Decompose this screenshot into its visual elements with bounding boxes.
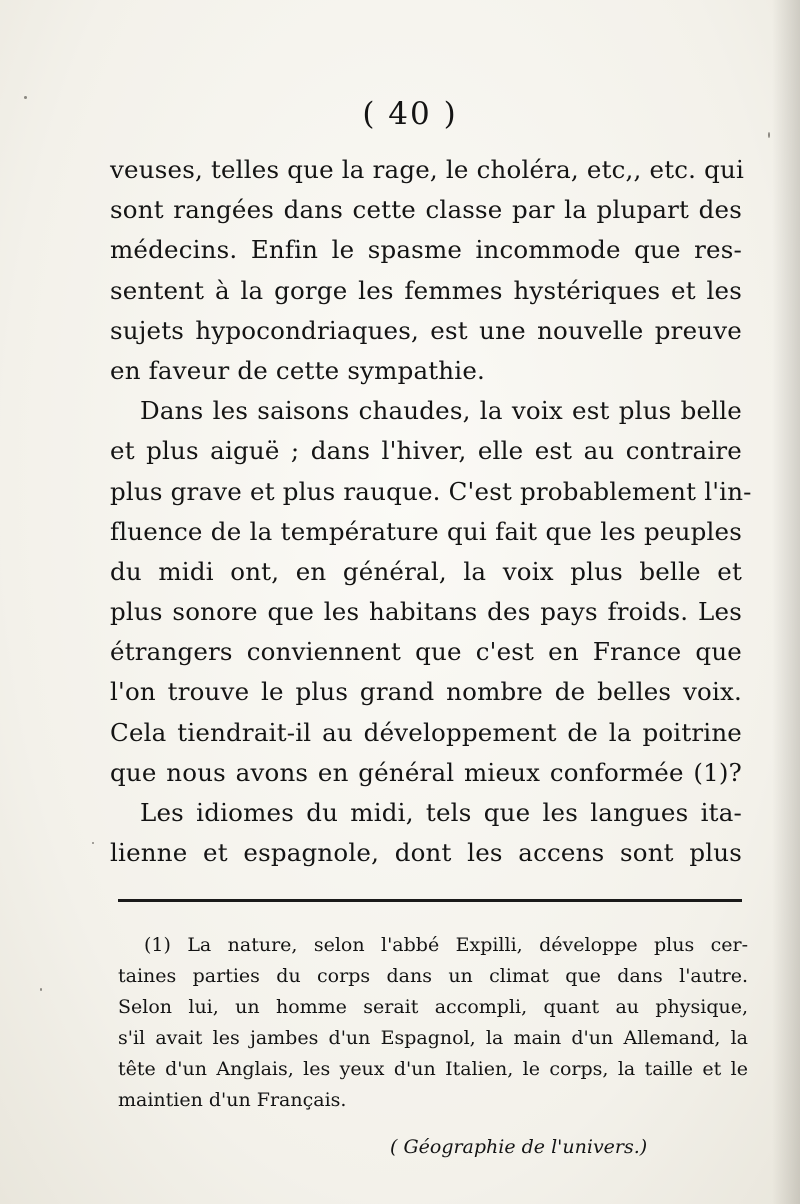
paper-speck	[24, 96, 27, 99]
text-line: lienne et espagnole, dont les accens sont plus	[110, 838, 742, 868]
main-text	[110, 150, 752, 873]
text-line: fluence de la température qui fait que les peuples	[110, 516, 742, 546]
footnote-line: Selon lui, un homme serait accompli, quant au physique,	[118, 996, 748, 1018]
paragraph-start-line: Les idiomes du midi, tels que les langues ita-	[140, 798, 742, 827]
footnote-line: taines parties du corps dans un climat que dans l'autre.	[118, 965, 748, 987]
paper-speck	[92, 842, 94, 844]
footnote-line: maintien d'un Français.	[118, 1089, 347, 1111]
text-line: étrangers conviennent que c'est en France que	[110, 637, 742, 667]
page-number: ( 40 )	[362, 96, 458, 132]
text-line: plus grave et plus rauque. C'est probablement l'in-	[110, 476, 752, 506]
paper-speck	[40, 988, 42, 991]
footnote-source: ( Géographie de l'univers.)	[390, 1136, 648, 1158]
paragraph-start-line: Dans les saisons chaudes, la voix est plus belle	[140, 396, 742, 426]
text-line: en faveur de cette sympathie.	[110, 355, 486, 385]
footnote-separator-rule	[118, 899, 742, 902]
text-line: et plus aiguë ; dans l'hiver, elle est au contraire	[110, 436, 742, 466]
text-line: du midi ont, en général, la voix plus belle et	[110, 556, 742, 586]
footnote-line: s'il avait les jambes d'un Espagnol, la main d'un Allemand, la	[118, 1027, 748, 1049]
text-line: sentent à la gorge les femmes hystériques et les	[110, 275, 742, 305]
footnote	[118, 930, 748, 1116]
text-line: sujets hypocondriaques, est une nouvelle preuve	[110, 315, 742, 345]
text-line: que nous avons en général mieux conformée (1)?	[110, 757, 742, 787]
text-line: veuses, telles que la rage, le choléra, etc,, etc. qui	[110, 155, 745, 184]
paper-speck	[768, 132, 770, 138]
text-line: sont rangées dans cette classe par la plupart des	[110, 195, 742, 225]
text-line: Cela tiendrait-il au développement de la poitrine	[110, 717, 742, 747]
text-line: plus sonore que les habitans des pays froids. Les	[110, 597, 742, 627]
footnote-line: tête d'un Anglais, les yeux d'un Italien, le corps, la taille et le	[118, 1058, 748, 1080]
text-line: l'on trouve le plus grand nombre de belles voix.	[110, 677, 742, 707]
footnote-line: (1) La nature, selon l'abbé Expilli, développe plus cer-	[144, 934, 748, 956]
text-line: médecins. Enfin le spasme incommode que res-	[110, 235, 742, 265]
page-edge-shadow	[772, 0, 800, 1204]
